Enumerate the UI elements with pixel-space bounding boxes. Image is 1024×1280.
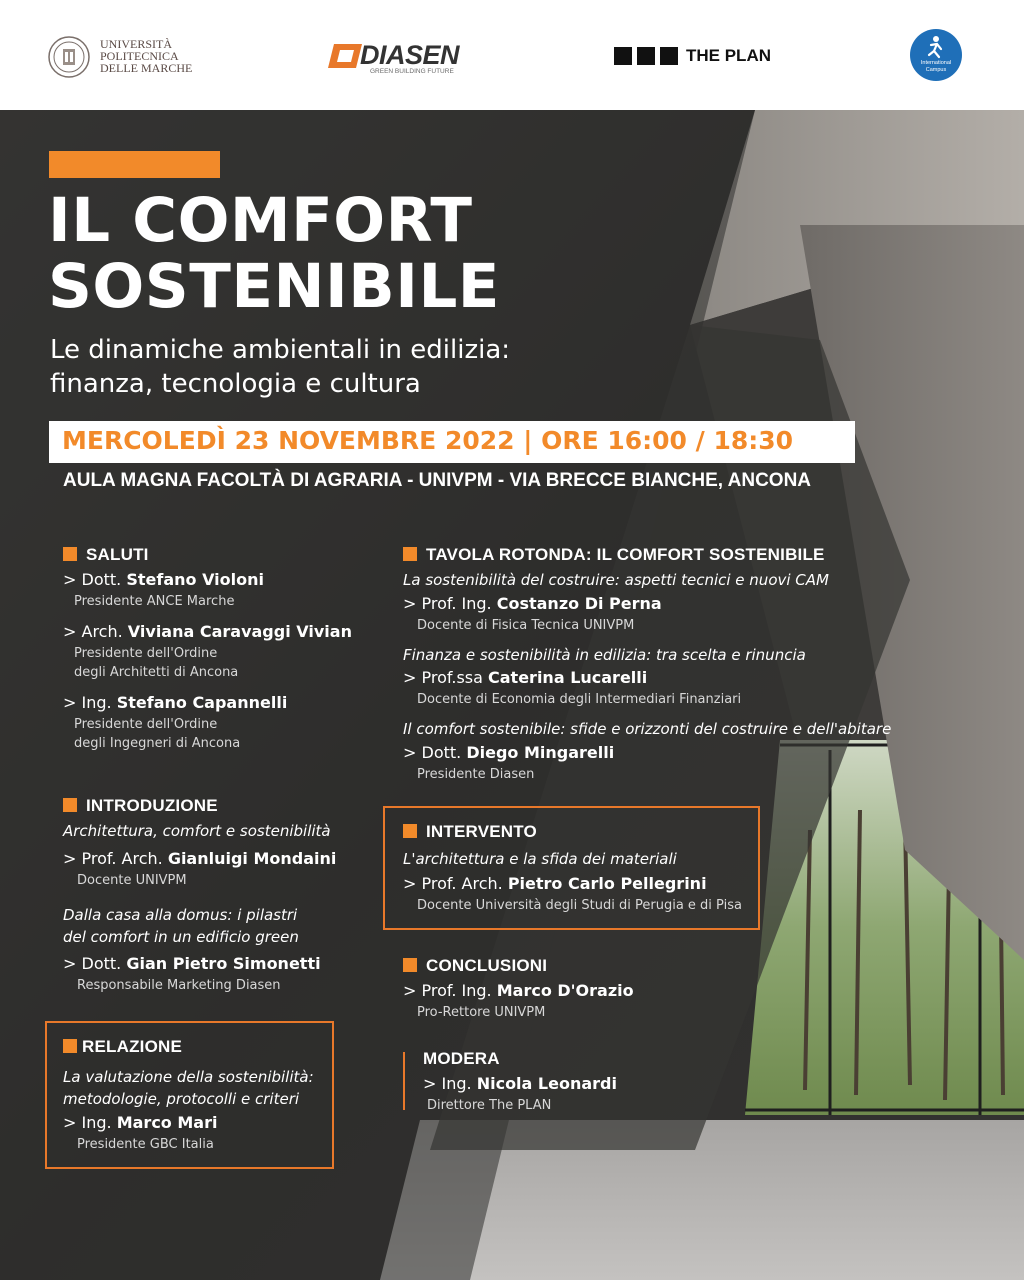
talk-architettura: Architettura, comfort e sostenibilità <box>63 822 331 840</box>
modera-heading: MODERA <box>423 1049 500 1068</box>
introduzione-heading: INTRODUZIONE <box>63 796 218 816</box>
square-bullet-icon <box>63 798 77 812</box>
speaker-caravaggi: > Arch. Viviana Caravaggi Vivian <box>63 622 352 641</box>
role-leonardi: Direttore The PLAN <box>427 1098 552 1113</box>
intervento-heading: INTERVENTO <box>403 822 537 842</box>
role-capannelli: Presidente dell'Ordine degli Ingegneri di Ancona <box>74 717 241 751</box>
square-bullet-icon <box>403 824 417 838</box>
speaker-simonetti: > Dott. Gian Pietro Simonetti <box>63 954 321 973</box>
square-bullet-icon <box>63 547 77 561</box>
conclusioni-heading: CONCLUSIONI <box>403 956 547 976</box>
speaker-capannelli: > Ing. Stefano Capannelli <box>63 693 288 712</box>
diasen-name: DIASEN <box>360 40 460 70</box>
speaker-pellegrini: > Prof. Arch. Pietro Carlo Pellegrini <box>403 874 707 893</box>
square-bullet-icon <box>403 958 417 972</box>
page-title <box>48 185 500 322</box>
role-simonetti: Responsabile Marketing Diasen <box>77 978 281 993</box>
relazione-heading: RELAZIONE <box>63 1037 182 1057</box>
univpm-line3: DELLE MARCHE <box>100 61 193 75</box>
speaker-mari: > Ing. Marco Mari <box>63 1113 218 1132</box>
international-campus-logo <box>910 29 962 81</box>
modera-divider <box>403 1052 405 1110</box>
subtitle <box>50 333 510 401</box>
subtitle-line2: finanza, tecnologia e cultura <box>50 369 421 399</box>
date-banner <box>49 421 855 463</box>
theplan-square-icon <box>637 47 655 65</box>
talk-valutazione: La valutazione della sostenibilità: metodologie, protocolli e criteri <box>63 1068 314 1108</box>
title-accent-bar <box>49 151 220 178</box>
role-dorazio: Pro-Rettore UNIVPM <box>417 1005 546 1020</box>
univpm-logo-text <box>100 38 192 74</box>
diasen-logo <box>328 40 473 76</box>
speaker-dorazio: > Prof. Ing. Marco D'Orazio <box>403 981 634 1000</box>
square-bullet-icon <box>403 547 417 561</box>
speaker-leonardi: > Ing. Nicola Leonardi <box>423 1074 617 1093</box>
subtitle-line1: Le dinamiche ambientali in edilizia: <box>50 335 511 365</box>
runner-icon <box>923 35 949 59</box>
speaker-lucarelli: > Prof.ssa Caterina Lucarelli <box>403 668 648 687</box>
date-time: MERCOLEDÌ 23 NOVEMBRE 2022 | ORE 16:00 / 18:30 <box>62 426 794 455</box>
role-mingarelli: Presidente Diasen <box>417 767 535 782</box>
speaker-mingarelli: > Dott. Diego Mingarelli <box>403 743 615 762</box>
talk-finanza: Finanza e sostenibilità in edilizia: tra scelta e rinuncia <box>403 646 806 664</box>
speaker-mondaini: > Prof. Arch. Gianluigi Mondaini <box>63 849 337 868</box>
title-line1: IL COMFORT <box>48 185 473 256</box>
campus-label: International Campus <box>920 60 952 73</box>
theplan-square-icon <box>660 47 678 65</box>
univpm-line2: POLITECNICA <box>100 49 179 63</box>
role-mari: Presidente GBC Italia <box>77 1137 214 1152</box>
talk-comfort: Il comfort sostenibile: sfide e orizzonti del costruire e dell'abitare <box>403 720 892 738</box>
talk-materiali: L'architettura e la sfida dei materiali <box>403 850 677 868</box>
event-location: AULA MAGNA FACOLTÀ DI AGRARIA - UNIVPM - VIA BRECCE BIANCHE, ANCONA <box>63 470 812 491</box>
speaker-violoni: > Dott. Stefano Violoni <box>63 570 265 589</box>
talk-domus: Dalla casa alla domus: i pilastri del comfort in un edificio green <box>63 906 299 946</box>
univpm-line1: UNIVERSITÀ <box>100 37 172 51</box>
theplan-logo <box>614 47 771 65</box>
talk-costruire: La sostenibilità del costruire: aspetti tecnici e nuovi CAM <box>403 571 829 589</box>
role-lucarelli: Docente di Economia degli Intermediari Finanziari <box>417 692 742 707</box>
theplan-name: THE PLAN <box>686 46 771 65</box>
saluti-heading: SALUTI <box>63 545 149 565</box>
speaker-diperna: > Prof. Ing. Costanzo Di Perna <box>403 594 662 613</box>
theplan-square-icon <box>614 47 632 65</box>
role-caravaggi: Presidente dell'Ordine degli Architetti di Ancona <box>74 646 239 680</box>
univpm-seal-icon <box>48 36 90 78</box>
tavola-heading: TAVOLA ROTONDA: IL COMFORT SOSTENIBILE <box>403 545 825 565</box>
role-pellegrini: Docente Università degli Studi di Perugia e di Pisa <box>417 898 742 913</box>
role-diperna: Docente di Fisica Tecnica UNIVPM <box>417 618 635 633</box>
role-mondaini: Docente UNIVPM <box>77 873 187 888</box>
square-bullet-icon <box>63 1039 77 1053</box>
role-violoni: Presidente ANCE Marche <box>74 594 235 609</box>
title-line2: SOSTENIBILE <box>48 251 500 322</box>
diasen-tagline: GREEN BUILDING FUTURE <box>370 68 454 75</box>
logo-bar <box>0 0 1024 110</box>
